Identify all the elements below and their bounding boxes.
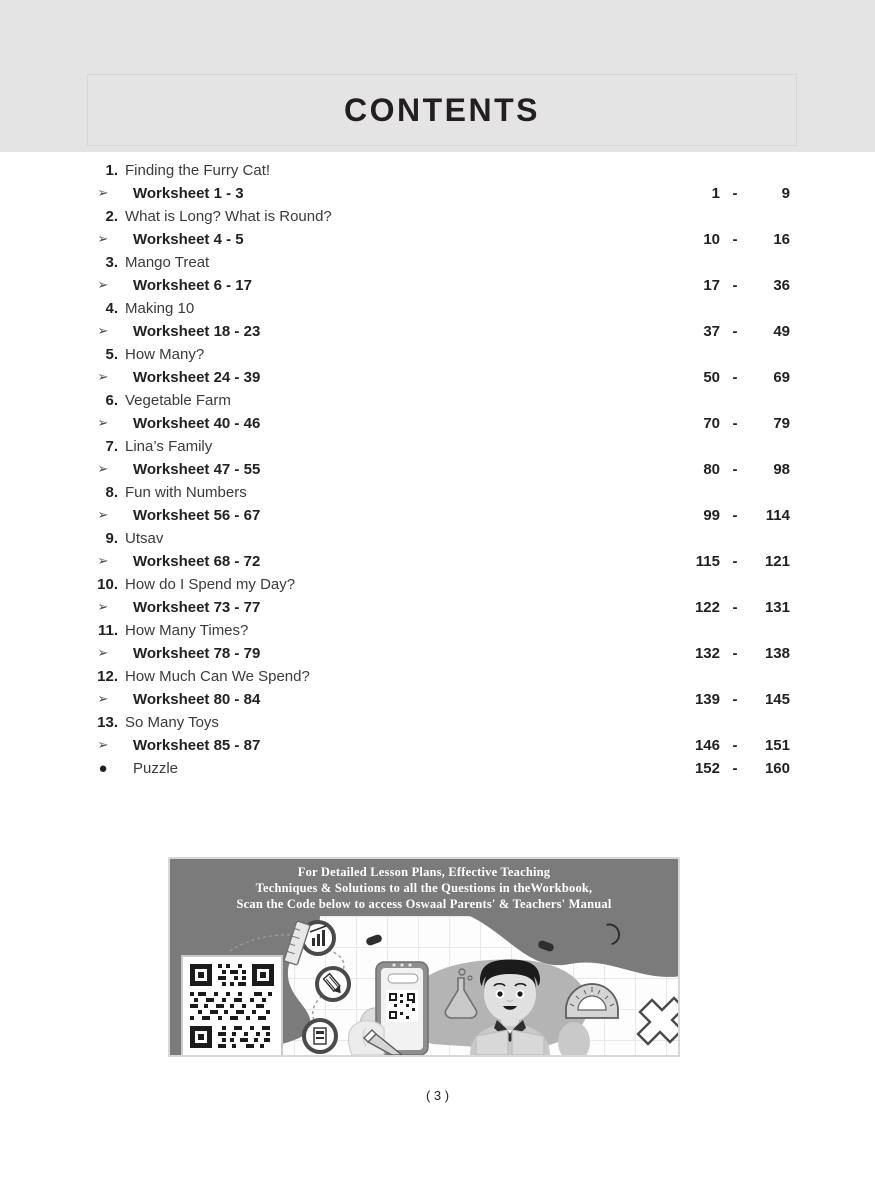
page-start: 146: [694, 737, 720, 754]
chapter-number: 3.: [105, 254, 118, 271]
chapter-row: [0, 530, 875, 553]
page-start: 70: [703, 415, 720, 432]
chapter-row: [0, 576, 875, 599]
worksheet-label: Worksheet 78 - 79: [133, 645, 261, 662]
plus-sign-icon: [638, 998, 678, 1044]
chapter-title: Utsav: [125, 530, 164, 547]
page-start: 17: [703, 277, 720, 294]
page-end: 36: [773, 277, 790, 294]
page-range-dash: -: [732, 599, 738, 616]
chapter-title: What is Long? What is Round?: [125, 208, 332, 225]
chapter-number: 12.: [97, 668, 118, 685]
page-range-dash: -: [732, 737, 738, 754]
worksheet-row: [0, 369, 875, 392]
arrow-bullet-icon: ➢: [97, 369, 109, 384]
chapter-row: [0, 208, 875, 231]
chapter-number: 8.: [105, 484, 118, 501]
chapter-row: [0, 300, 875, 323]
page-start: 37: [703, 323, 720, 340]
puzzle-label: Puzzle: [133, 760, 179, 777]
chapter-row: [0, 484, 875, 507]
contents-list: [0, 162, 875, 783]
promo-line-3: Scan the Code below to access Oswaal Parents' & Teachers' Manual: [236, 897, 612, 911]
worksheet-label: Worksheet 6 - 17: [133, 277, 252, 294]
promo-line-2: Techniques & Solutions to all the Questions in theWorkbook,: [255, 881, 593, 895]
worksheet-label: Worksheet 40 - 46: [133, 415, 261, 432]
promo-illustration: [170, 916, 678, 1055]
page-end: 138: [764, 645, 790, 662]
arrow-bullet-icon: ➢: [97, 737, 109, 752]
arrow-bullet-icon: ➢: [97, 461, 109, 476]
page-start: 1: [711, 185, 720, 202]
chapter-title: How Many?: [125, 346, 205, 363]
page-start: 99: [703, 507, 720, 524]
arrow-bullet-icon: ➢: [97, 277, 109, 292]
worksheet-row: [0, 599, 875, 622]
worksheet-label: Worksheet 68 - 72: [133, 553, 261, 570]
page-start: 80: [703, 461, 720, 478]
page-end: 49: [773, 323, 790, 340]
chapter-row: [0, 162, 875, 185]
page-end: 160: [764, 760, 790, 777]
chapter-title: Fun with Numbers: [125, 484, 247, 501]
chapter-title: How Many Times?: [125, 622, 249, 639]
chapter-row: [0, 438, 875, 461]
contents-title-box: [87, 74, 797, 146]
promo-banner-heading: [170, 859, 678, 916]
chapter-title: How do I Spend my Day?: [125, 576, 296, 593]
worksheet-row: [0, 507, 875, 530]
worksheet-label: Worksheet 18 - 23: [133, 323, 261, 340]
page-range-dash: -: [732, 415, 738, 432]
page-range-dash: -: [732, 323, 738, 340]
chapter-row: [0, 392, 875, 415]
dot-bullet-icon: ●: [98, 760, 108, 777]
page-end: 121: [764, 553, 790, 570]
pencil-circle-icon: [317, 968, 349, 1000]
worksheet-row: [0, 415, 875, 438]
chapter-number: 5.: [105, 346, 118, 363]
page-range-dash: -: [732, 461, 738, 478]
page-end: 16: [773, 231, 790, 248]
page-range-dash: -: [732, 691, 738, 708]
page-start: 10: [703, 231, 720, 248]
chapter-number: 10.: [97, 576, 118, 593]
chapter-title: Vegetable Farm: [125, 392, 231, 409]
promo-line-1: For Detailed Lesson Plans, Effective Teaching: [297, 865, 551, 879]
arrow-bullet-icon: ➢: [97, 415, 109, 430]
chapter-number: 13.: [97, 714, 118, 731]
worksheet-label: Worksheet 80 - 84: [133, 691, 261, 708]
chapter-row: [0, 622, 875, 645]
page-end: 69: [773, 369, 790, 386]
chapter-title: Lina’s Family: [125, 438, 213, 455]
page-range-dash: -: [732, 231, 738, 248]
chapter-title: Mango Treat: [125, 254, 210, 271]
page-end: 98: [773, 461, 790, 478]
page-header-band: [0, 0, 875, 152]
chapter-title: How Much Can We Spend?: [125, 668, 310, 685]
worksheet-row: [0, 231, 875, 254]
chapter-number: 7.: [105, 438, 118, 455]
arrow-bullet-icon: ➢: [97, 645, 109, 660]
chapter-row: [0, 714, 875, 737]
book-circle-icon: [304, 1020, 336, 1052]
worksheet-label: Worksheet 56 - 67: [133, 507, 261, 524]
worksheet-row: [0, 645, 875, 668]
page-range-dash: -: [732, 553, 738, 570]
page-range-dash: -: [732, 277, 738, 294]
page-end: 114: [765, 507, 790, 524]
page-range-dash: -: [732, 760, 738, 777]
page-footer: ( 3 ): [425, 1088, 450, 1103]
puzzle-row: [0, 760, 875, 783]
page-range-dash: -: [732, 507, 738, 524]
chapter-title: So Many Toys: [125, 714, 219, 731]
page-start: 139: [694, 691, 720, 708]
worksheet-row: [0, 461, 875, 484]
qr-code-phone: [386, 990, 418, 1022]
eraser-icon-1: [365, 934, 383, 947]
page-start: 122: [694, 599, 720, 616]
arrow-bullet-icon: ➢: [97, 323, 109, 338]
worksheet-row: [0, 323, 875, 346]
worksheet-label: Worksheet 85 - 87: [133, 737, 261, 754]
chapter-number: 2.: [105, 208, 118, 225]
page-end: 79: [773, 415, 790, 432]
arrow-bullet-icon: ➢: [97, 691, 109, 706]
hand-holding-phone: [349, 962, 428, 1055]
worksheet-row: [0, 553, 875, 576]
chapter-number: 4.: [105, 300, 118, 317]
worksheet-label: Worksheet 1 - 3: [133, 185, 244, 202]
chapter-number: 1.: [105, 162, 118, 179]
worksheet-label: Worksheet 24 - 39: [133, 369, 261, 386]
worksheet-row: [0, 277, 875, 300]
page-range-dash: -: [732, 645, 738, 662]
worksheet-row: [0, 185, 875, 208]
page-start: 132: [694, 645, 720, 662]
arrow-bullet-icon: ➢: [97, 553, 109, 568]
arrow-bullet-icon: ➢: [97, 507, 109, 522]
worksheet-label: Worksheet 47 - 55: [133, 461, 261, 478]
worksheet-label: Worksheet 4 - 5: [133, 231, 244, 248]
arrow-bullet-icon: ➢: [97, 185, 109, 200]
page-end: 145: [764, 691, 790, 708]
chapter-row: [0, 254, 875, 277]
chapter-number: 11.: [97, 622, 118, 639]
page-range-dash: -: [732, 369, 738, 386]
chapter-title: Making 10: [125, 300, 195, 317]
qr-code-main: [182, 956, 282, 1055]
worksheet-row: [0, 737, 875, 760]
page-range-dash: -: [732, 185, 738, 202]
chapter-row: [0, 668, 875, 691]
promo-artwork: [170, 916, 678, 1055]
promo-banner: [168, 857, 680, 1057]
page-title: CONTENTS: [344, 91, 540, 128]
page-end: 151: [764, 737, 790, 754]
page-start: 115: [695, 553, 720, 570]
arrow-bullet-icon: ➢: [97, 599, 109, 614]
page-start: 50: [703, 369, 720, 386]
chapter-number: 6.: [105, 392, 118, 409]
worksheet-row: [0, 691, 875, 714]
page-end: 131: [764, 599, 790, 616]
chapter-title: Finding the Furry Cat!: [125, 162, 271, 179]
page-start: 152: [694, 760, 720, 777]
chapter-number: 9.: [105, 530, 118, 547]
chapter-row: [0, 346, 875, 369]
arrow-bullet-icon: ➢: [97, 231, 109, 246]
page-end: 9: [781, 185, 790, 202]
worksheet-label: Worksheet 73 - 77: [133, 599, 261, 616]
